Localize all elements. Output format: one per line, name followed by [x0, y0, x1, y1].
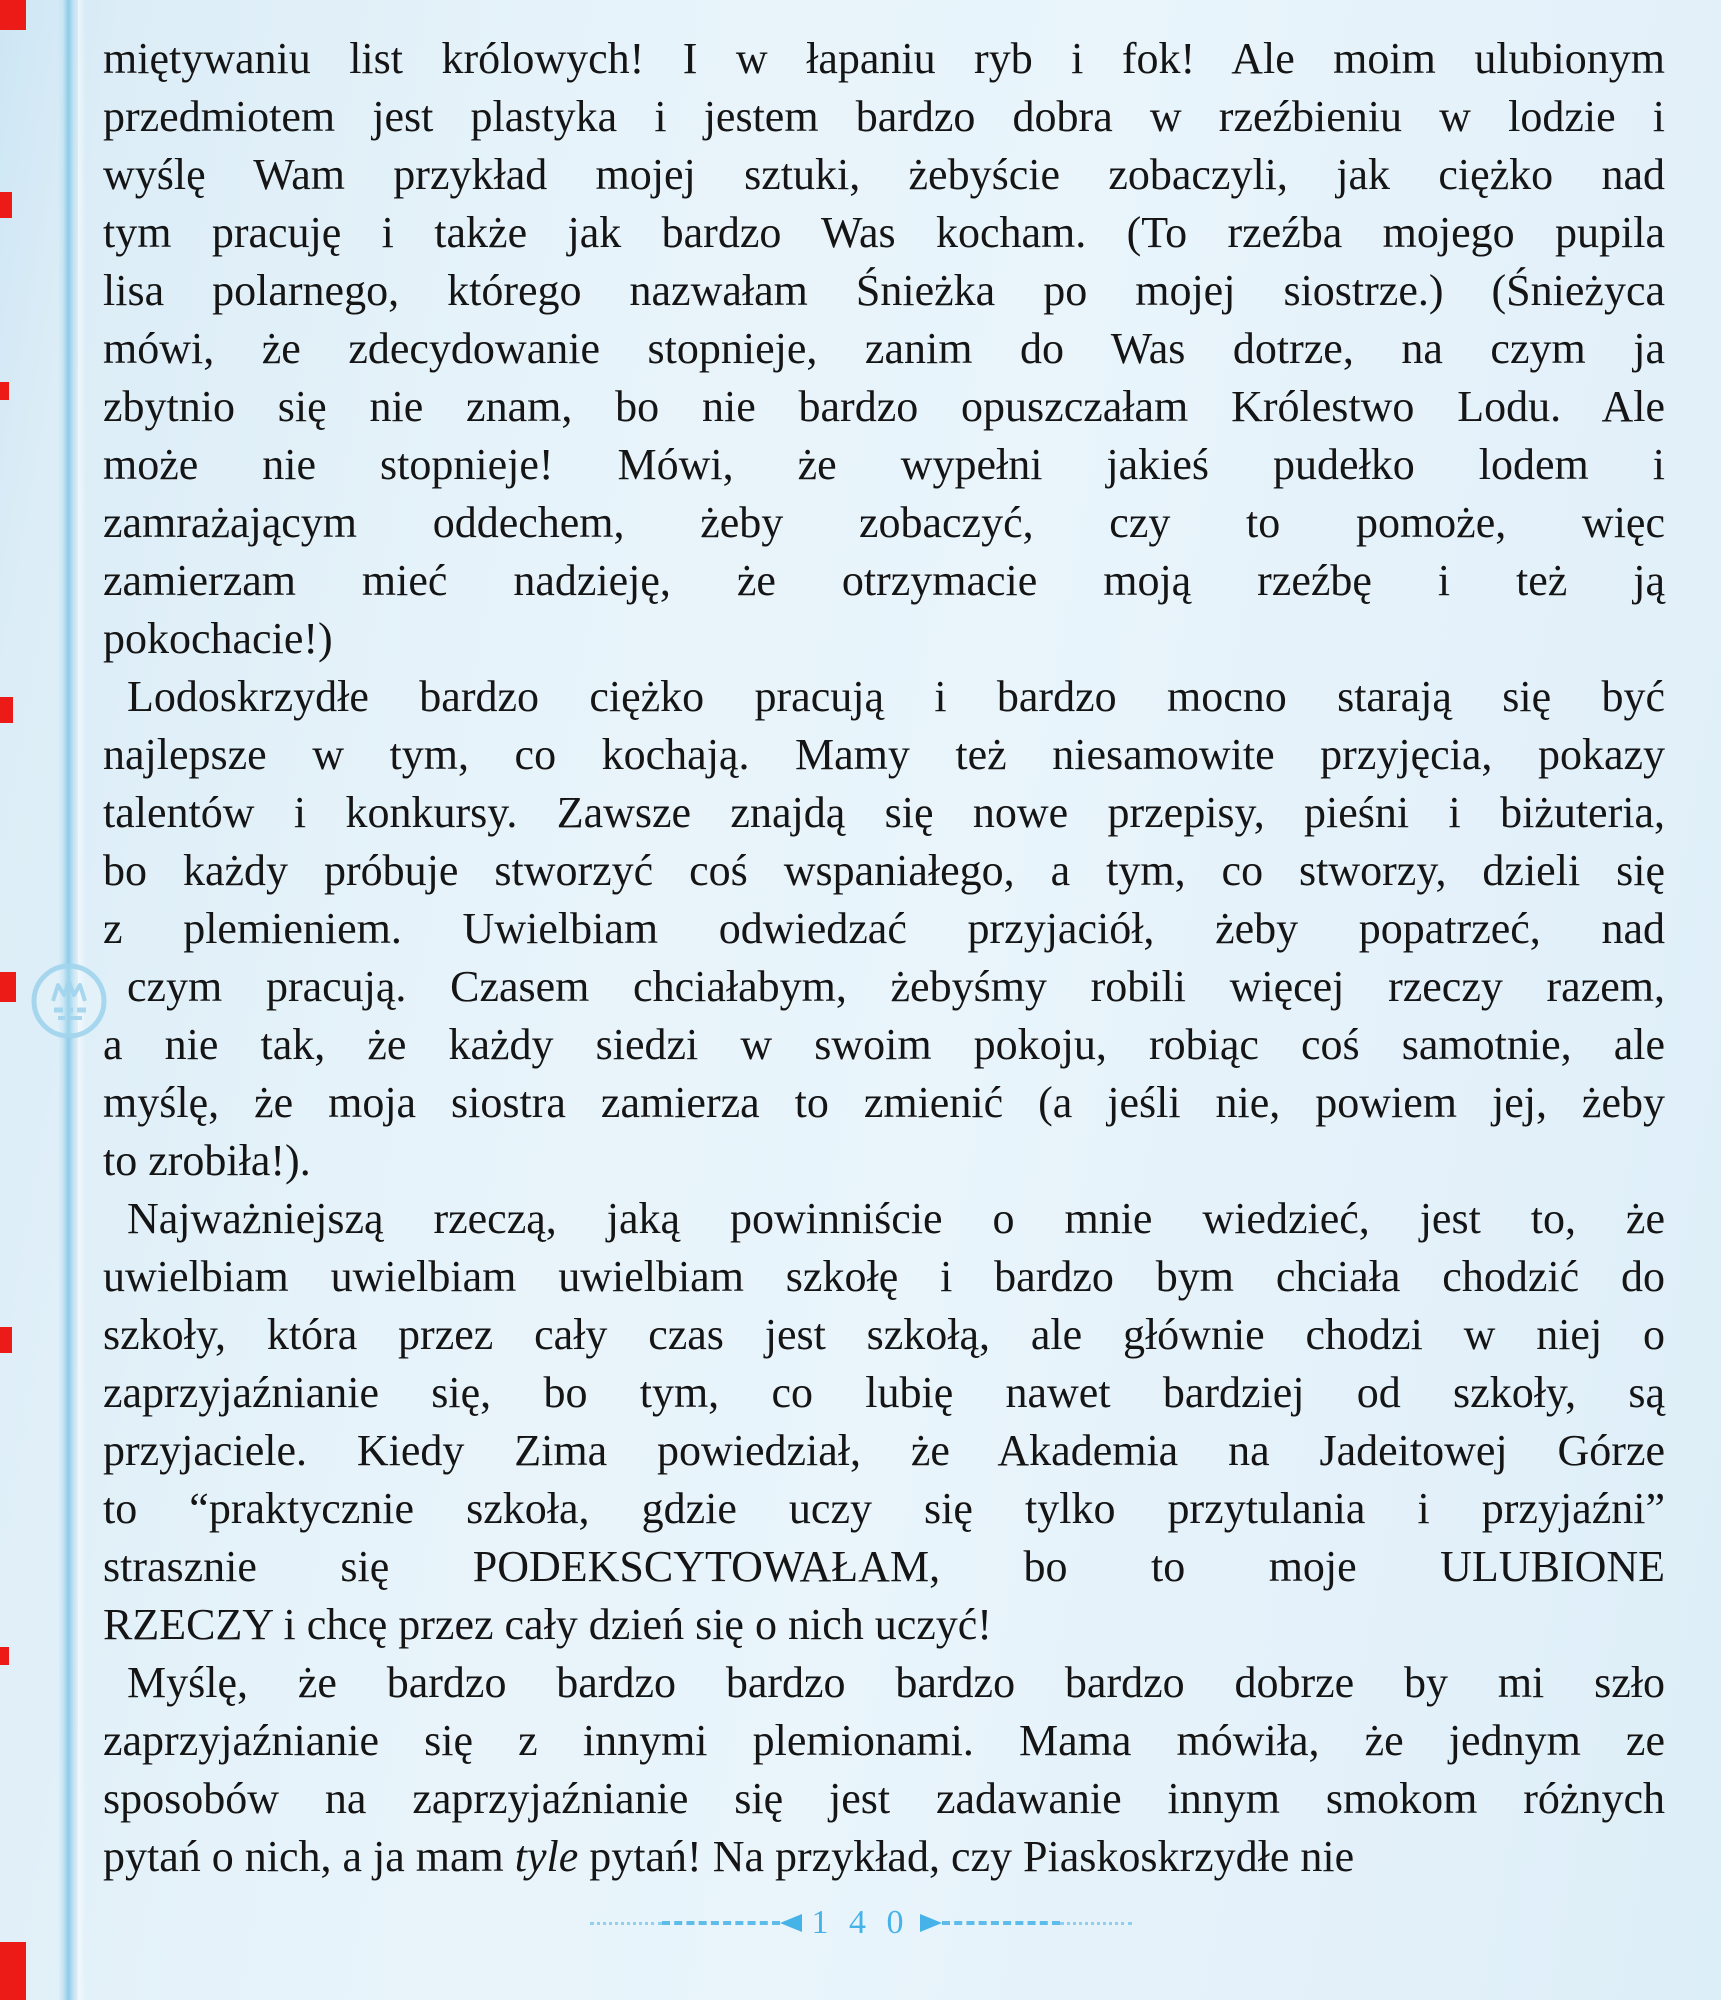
red-edge-mark [0, 972, 16, 1002]
text-line: najlepsze w tym, co kochają. Mamy też niesamowite przyjęcia, pokazy [103, 730, 1665, 779]
text-line: talentów i konkursy. Zawsze znajdą się nowe przepisy, pieśni i biżuteria, [103, 788, 1665, 837]
text-line: to “praktycznie szkoła, gdzie uczy się tylko przytulania i przyjaźni” [103, 1484, 1665, 1533]
red-edge-mark [0, 1647, 9, 1665]
page-footer [0, 1898, 1721, 1948]
body-text [103, 30, 1665, 1886]
arrow-right-icon [920, 1914, 942, 1932]
text-line: zaprzyjaźnianie się z innymi plemionami. Mama mówiła, że jednym ze [103, 1716, 1665, 1765]
text-line: tym pracuję i także jak bardzo Was kocham. (To rzeźba mojego pupila [103, 208, 1665, 257]
red-edge-mark [0, 1327, 12, 1353]
publisher-stamp-icon [29, 961, 109, 1041]
page-number: 1 4 0 [811, 1904, 910, 1941]
text-line: a nie tak, że każdy siedzi w swoim pokoju, robiąc coś samotnie, ale [103, 1020, 1665, 1069]
text-line: strasznie się PODEKSCYTOWAŁAM, bo to moje ULUBIONE [103, 1542, 1665, 1591]
dotted-line [1060, 1922, 1132, 1925]
text-line: z plemieniem. Uwielbiam odwiedzać przyjaciół, żeby popatrzeć, nad [103, 904, 1665, 953]
text-line: przedmiotem jest plastyka i jestem bardzo dobra w rzeźbieniu w lodzie i [103, 92, 1665, 141]
text-line: lisa polarnego, którego nazwałam Śnieżka po mojej siostrze.) (Śnieżyca [103, 266, 1665, 315]
text-line: Myślę, że bardzo bardzo bardzo bardzo bardzo dobrze by mi szło [127, 1658, 1665, 1707]
text-line: mówi, że zdecydowanie stopnieje, zanim do Was dotrze, na czym ja [103, 324, 1665, 373]
text-line: zamierzam mieć nadzieję, że otrzymacie moją rzeźbę i też ją [103, 556, 1665, 605]
text-line: czym pracują. Czasem chciałabym, żebyśmy robili więcej rzeczy razem, [127, 962, 1665, 1011]
dashed-line [662, 1921, 780, 1925]
red-edge-mark [0, 1942, 26, 2000]
arrow-left-icon [780, 1914, 802, 1932]
text-line: szkoły, która przez cały czas jest szkołą, ale głównie chodzi w niej o [103, 1310, 1665, 1359]
text-line: bo każdy próbuje stworzyć coś wspaniałego, a tym, co stworzy, dzieli się [103, 846, 1665, 895]
red-edge-mark [0, 0, 26, 30]
footer-ornament-left [590, 1914, 802, 1932]
text-line: wyślę Wam przykład mojej sztuki, żebyście zobaczyli, jak ciężko nad [103, 150, 1665, 199]
text-line: pokochacie!) [103, 614, 333, 663]
text-line: może nie stopnieje! Mówi, że wypełni jakieś pudełko lodem i [103, 440, 1665, 489]
text-line: sposobów na zaprzyjaźnianie się jest zadawanie innym smokom różnych [103, 1774, 1665, 1823]
text-line: zaprzyjaźnianie się, bo tym, co lubię nawet bardziej od szkoły, są [103, 1368, 1665, 1417]
text-line: to zrobiła!). [103, 1136, 311, 1185]
dashed-line [942, 1921, 1060, 1925]
red-edge-mark [0, 382, 9, 400]
text-line: myślę, że moja siostra zamierza to zmienić (a jeśli nie, powiem jej, żeby [103, 1078, 1665, 1127]
text-line: RZECZY i chcę przez cały dzień się o nich uczyć! [103, 1600, 992, 1649]
text-line: Najważniejszą rzeczą, jaką powinniście o mnie wiedzieć, jest to, że [127, 1194, 1665, 1243]
text-line: przyjaciele. Kiedy Zima powiedział, że Akademia na Jadeitowej Górze [103, 1426, 1665, 1475]
text-line: uwielbiam uwielbiam uwielbiam szkołę i bardzo bym chciała chodzić do [103, 1252, 1665, 1301]
text-line: zbytnio się nie znam, bo nie bardzo opuszczałam Królestwo Lodu. Ale [103, 382, 1665, 431]
red-edge-mark [0, 192, 12, 218]
text-line: Lodoskrzydłe bardzo ciężko pracują i bardzo mocno starają się być [127, 672, 1665, 721]
footer-ornament-right [920, 1914, 1132, 1932]
text-line: pytań o nich, a ja mam tyle pytań! Na przykład, czy Piaskoskrzydłe nie [103, 1832, 1355, 1881]
dotted-line [590, 1922, 662, 1925]
red-edge-mark [0, 697, 13, 723]
text-line: zamrażającym oddechem, żeby zobaczyć, czy to pomoże, więc [103, 498, 1665, 547]
text-line: miętywaniu list królowych! I w łapaniu ryb i fok! Ale moim ulubionym [103, 34, 1665, 83]
